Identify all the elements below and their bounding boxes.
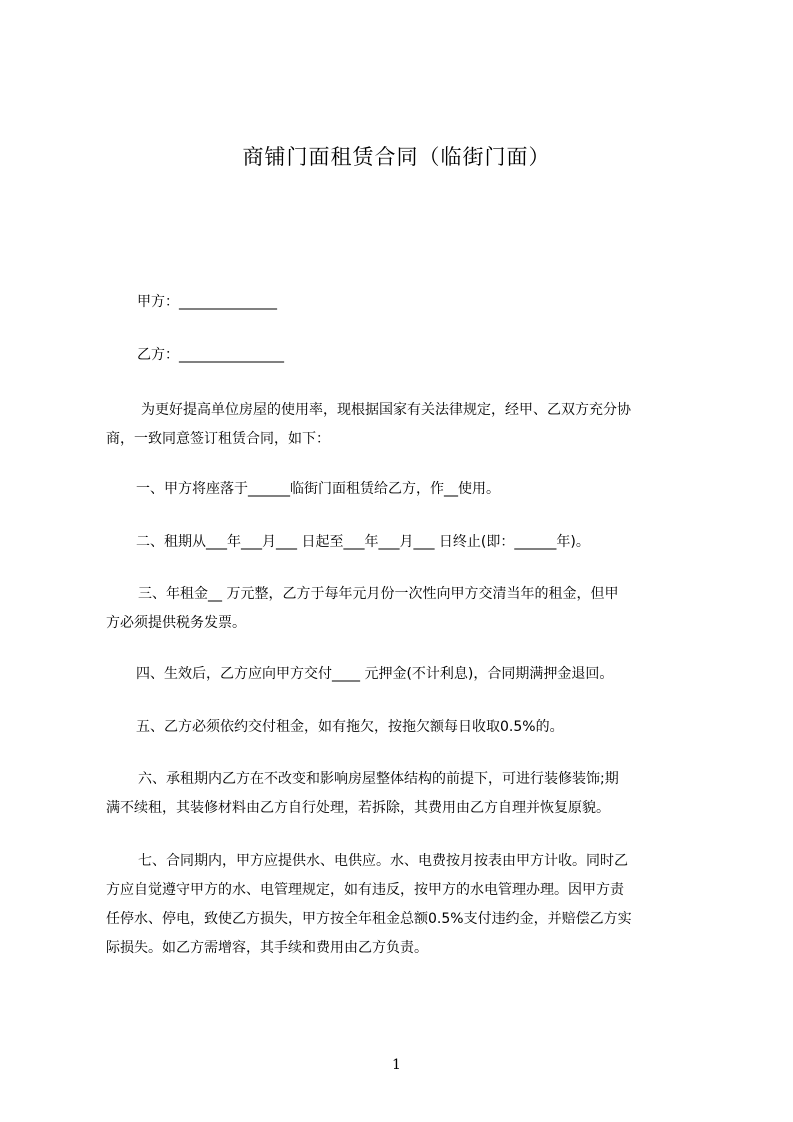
clause-6-line-1: 六、承租期内乙方在不改变和影响房屋整体结构的前提下，可进行装修装饰;期 [138, 771, 619, 787]
intro-line-1: 为更好提高单位房屋的使用率，现根据国家有关法律规定，经甲、乙双方充分协 [141, 402, 631, 418]
clause-7-line-2: 方应自觉遵守甲方的水、电管理规定，如有违反，按甲方的水电管理办理。因甲方责 [106, 882, 624, 898]
clause-7-paragraph [106, 847, 702, 963]
clause-3-line-2: 方必须提供税务发票。 [106, 615, 246, 631]
clause-7-line-3: 任停水、停电，致使乙方损失，甲方按全年租金总额0.5%支付违约金，并赔偿乙方实 [106, 911, 632, 927]
intro-line-2: 商，一致同意签订租赁合同，如下： [106, 431, 330, 447]
page-number: 1 [392, 1057, 401, 1073]
clause-7-line-4: 际损失。如乙方需增容，其手续和费用由乙方负责。 [106, 940, 428, 956]
clause-5: 五、乙方必须依约交付租金，如有拖欠，按拖欠额每日收取0.5%的。 [136, 719, 564, 735]
clause-4: 四、生效后，乙方应向甲方交付____ 元押金(不计利息)，合同期满押金退回。 [136, 666, 614, 682]
intro-paragraph [106, 396, 702, 454]
clause-3-line-1: 三、年租金__ 万元整，乙方于每年元月份一次性向甲方交清当年的租金，但甲 [138, 586, 619, 602]
party-b-line: 乙方：_______________ [137, 347, 284, 363]
clause-6-paragraph [106, 765, 702, 823]
document-title: 商铺门面租赁合同（临街门面） [242, 145, 551, 169]
clause-7-line-1: 七、合同期内，甲方应提供水、电供应。水、电费按月按表由甲方计收。同时乙 [138, 853, 628, 869]
clause-1: 一、甲方将座落于______临街门面租赁给乙方，作__使用。 [136, 481, 500, 497]
clause-6-line-2: 满不续租，其装修材料由乙方自行处理，若拆除，其费用由乙方自理并恢复原貌。 [106, 800, 610, 816]
clause-2: 二、租期从___年___月___ 日起至___年___月___ 日终止(即：______年)。 [136, 534, 590, 550]
party-a-line: 甲方：______________ [137, 294, 277, 310]
clause-3-paragraph [106, 580, 702, 638]
